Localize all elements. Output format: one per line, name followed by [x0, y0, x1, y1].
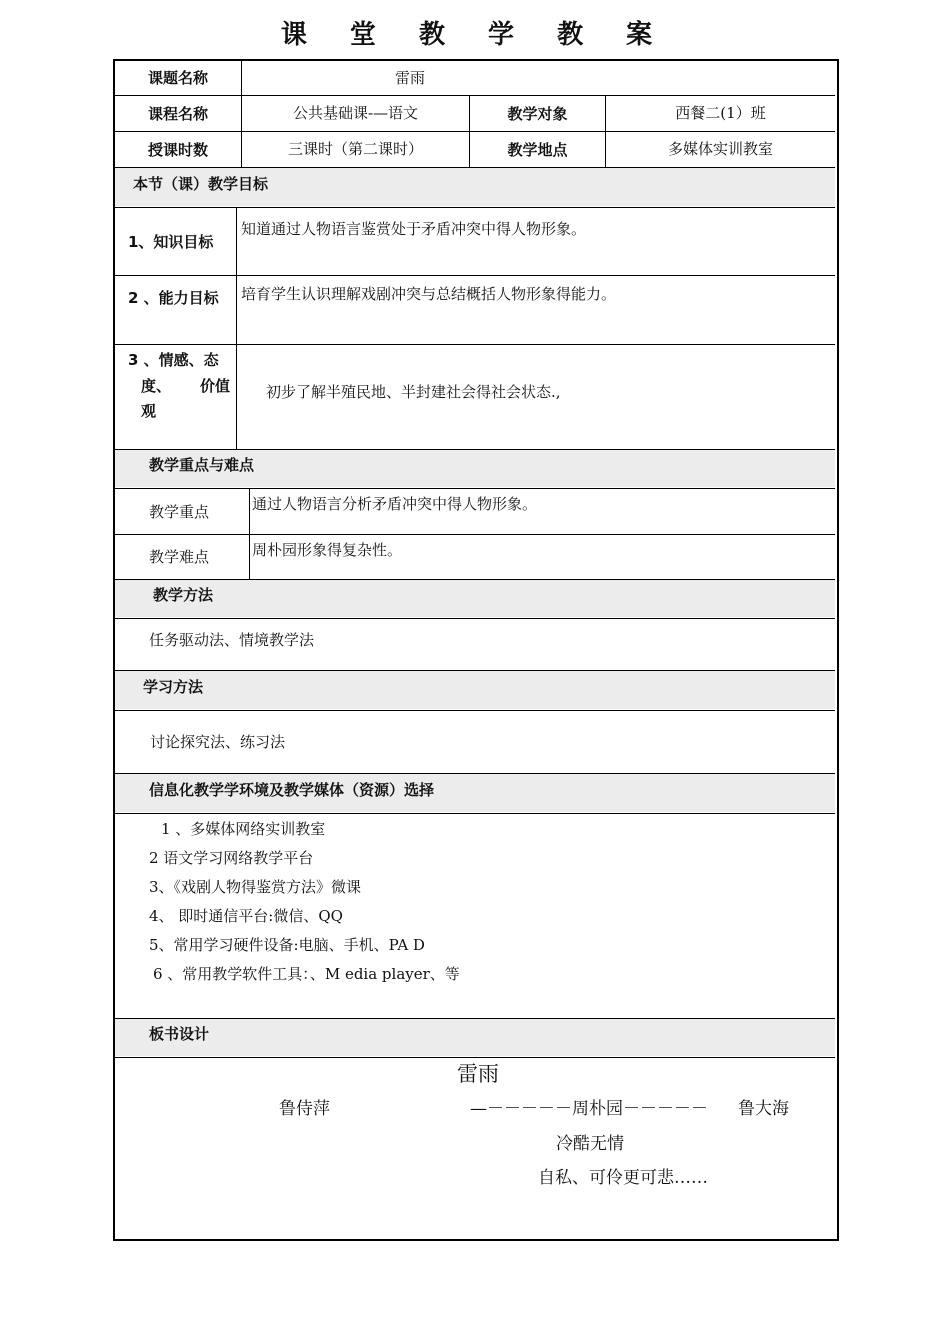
row-divider	[115, 618, 835, 619]
learning-method-header: 学习方法	[143, 678, 204, 696]
teaching-method-text: 任务驱动法、情境教学法	[149, 631, 315, 649]
board-left-name: 鲁侍萍	[279, 1099, 330, 1119]
row-divider	[115, 488, 835, 489]
media-item: 5、常用学习硬件设备:电脑、手机、PA D	[149, 936, 425, 954]
course-label: 课程名称	[147, 105, 208, 123]
focus-text: 通过人物语言分析矛盾冲突中得人物形象。	[252, 495, 538, 513]
location-value: 多媒体实训教室	[667, 140, 773, 158]
teaching-method-header-row	[115, 580, 835, 617]
row-divider	[115, 344, 835, 345]
emotion-objective-label-line-1: 3 、情感、态	[128, 351, 219, 369]
row-divider	[115, 1057, 835, 1058]
difficulty-text: 周朴园形象得复杂性。	[252, 541, 403, 559]
media-item: 6 、常用教学软件工具：、M edia player、等	[153, 965, 460, 983]
row-divider	[115, 207, 835, 208]
media-item: 2 语文学习网络教学平台	[149, 849, 314, 867]
topic-value: 雷雨	[395, 69, 426, 87]
topic-label: 课题名称	[147, 69, 208, 87]
row-divider	[115, 1018, 835, 1019]
board-header-row	[115, 1019, 835, 1056]
column-divider	[249, 489, 250, 579]
row-divider	[115, 670, 835, 671]
learning-method-header-row	[115, 671, 835, 709]
objectives-header: 本节（课）教学目标	[133, 175, 269, 193]
row-divider	[115, 95, 835, 96]
teaching-method-header: 教学方法	[153, 586, 214, 604]
row-divider	[115, 773, 835, 774]
board-right-name: 鲁大海	[738, 1099, 789, 1119]
media-item: 3、《戏剧人物得鉴赏方法》微课	[149, 878, 362, 896]
document-title: 课 堂 教 学 教 案	[280, 20, 670, 50]
hours-label: 授课时数	[147, 141, 208, 159]
location-label: 教学地点	[507, 141, 568, 159]
row-divider	[115, 275, 835, 276]
media-item: 1 、多媒体网络实训教室	[161, 820, 326, 838]
media-header: 信息化教学学环境及教学媒体（资源）选择	[149, 781, 435, 799]
knowledge-objective-text: 知道通过人物语言鉴赏处于矛盾冲突中得人物形象。	[241, 220, 587, 238]
learning-method-text: 讨论探究法、练习法	[150, 733, 286, 751]
row-divider	[115, 131, 835, 132]
row-divider	[115, 167, 835, 168]
difficulty-label: 教学难点	[149, 548, 210, 566]
board-trait-1: 冷酷无情	[556, 1134, 624, 1154]
row-divider	[115, 813, 835, 814]
row-divider	[115, 710, 835, 711]
emotion-objective-label-line-2b: 价值	[200, 377, 231, 395]
row-divider	[115, 449, 835, 450]
knowledge-objective-label: 1、知识目标	[128, 233, 214, 251]
course-value: 公共基础课-—语文	[292, 104, 419, 122]
ability-objective-label: 2 、能力目标	[128, 289, 219, 307]
emotion-objective-text: 初步了解半殖民地、半封建社会得社会状态.,	[266, 383, 561, 401]
emotion-objective-label-line-2a: 度、	[141, 377, 172, 395]
ability-objective-text: 培育学生认识理解戏剧冲突与总结概括人物形象得能力。	[241, 285, 617, 303]
board-center-line: —－－－－－周朴园－－－－－	[470, 1099, 708, 1119]
board-header: 板书设计	[149, 1025, 210, 1043]
audience-label: 教学对象	[507, 105, 568, 123]
row-divider	[115, 534, 835, 535]
hours-value: 三课时（第二课时）	[287, 140, 423, 158]
row-divider	[115, 579, 835, 580]
column-divider	[236, 208, 237, 449]
focus-label: 教学重点	[149, 503, 210, 521]
board-trait-2: 自私、可伶更可悲……	[538, 1168, 708, 1188]
media-item: 4、 即时通信平台:微信、QQ	[149, 907, 343, 925]
board-title: 雷雨	[457, 1062, 499, 1086]
emotion-objective-label-line-3: 观	[141, 402, 157, 420]
key-points-header: 教学重点与难点	[149, 456, 255, 474]
audience-value: 西餐二(1）班	[675, 104, 766, 122]
